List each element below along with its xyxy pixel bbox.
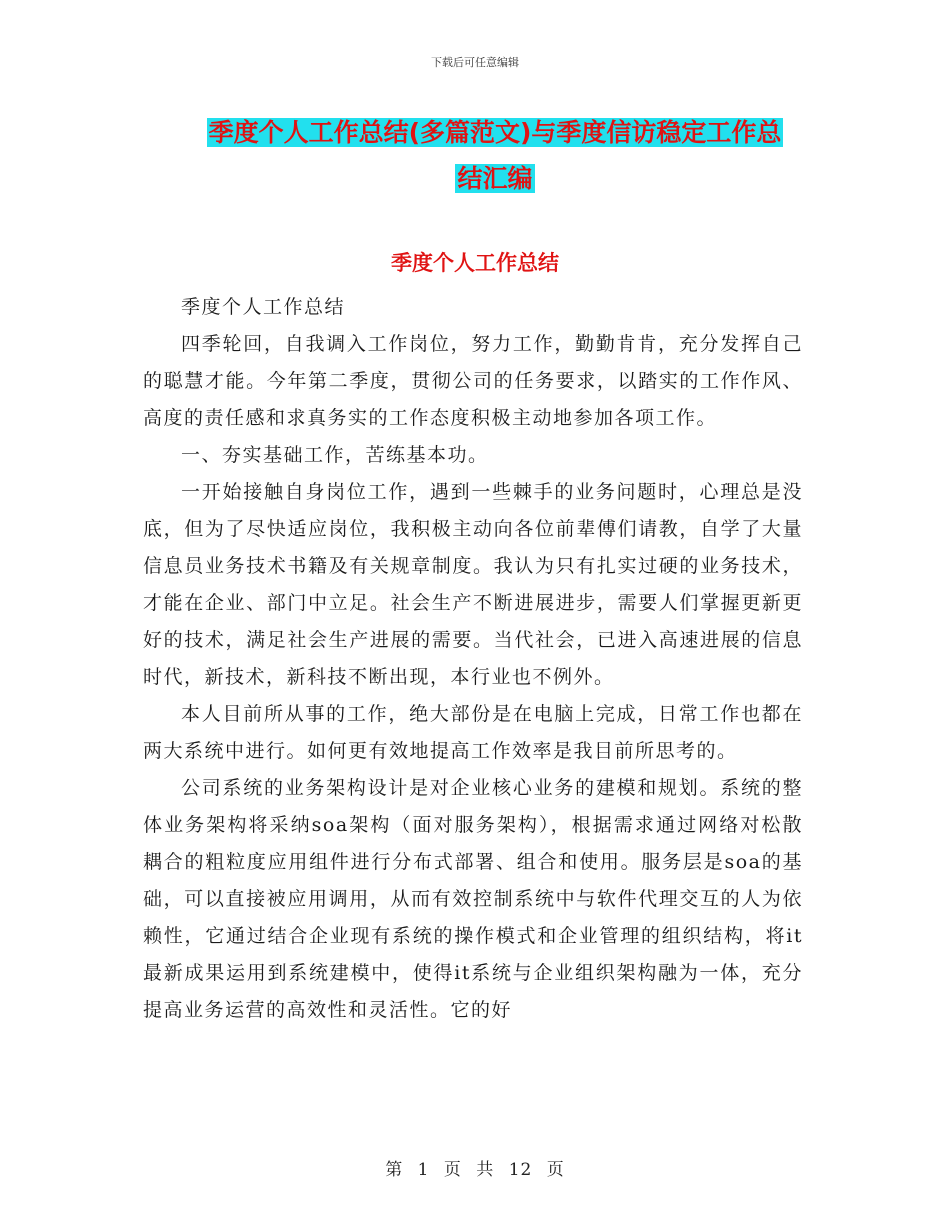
document-title-line-1: 季度个人工作总结(多篇范文)与季度信访稳定工作总 — [208, 118, 782, 147]
paragraph: 四季轮回，自我调入工作岗位，努力工作，勤勤肯肯，充分发挥自己的聪慧才能。今年第二季度，贯彻公司的任务要求，以踏实的工作作风、高度的责任感和求真务实的工作态度积极主动地参加各项工作。 — [143, 333, 803, 429]
paragraph: 一开始接触自身岗位工作，遇到一些棘手的业务问题时，心理总是没底，但为了尽快适应岗位，我积极主动向各位前辈傅们请教，自学了大量信息员业务技术书籍及有关规章制度。我认为只有扎实过硬的业务技术，才能在企业、部门中立足。社会生产不断进展进步，需要人们掌握更新更好的技术，满足社会生产进展的需要。当代社会，已进入高速进展的信息时代，新技术，新科技不断出现，本行业也不例外。 — [143, 481, 803, 688]
total-pages-number: 12 — [508, 1160, 533, 1180]
header-note: 下载后可任意编辑 — [431, 56, 519, 69]
paragraph: 本人目前所从事的工作，绝大部份是在电脑上完成，日常工作也都在两大系统中进行。如何更有效地提高工作效率是我目前所思考的。 — [143, 703, 803, 762]
paragraph: 季度个人工作总结 — [181, 296, 346, 318]
page-footer — [0, 1155, 950, 1180]
paragraph: 一、夯实基础工作，苦练基本功。 — [181, 444, 489, 466]
footer-total-label: 共 — [476, 1160, 495, 1180]
document-title — [150, 110, 840, 202]
document-title-line-2: 结汇编 — [457, 164, 533, 193]
footer-suffix: 页 — [546, 1160, 565, 1180]
section-title: 季度个人工作总结 — [391, 251, 559, 275]
footer-prefix: 第 — [385, 1160, 404, 1180]
document-body — [143, 289, 803, 1029]
footer-mid: 页 — [443, 1160, 462, 1180]
paragraph: 公司系统的业务架构设计是对企业核心业务的建模和规划。系统的整体业务架构将采纳soa架构（面对服务架构），根据需求通过网络对松散耦合的粗粒度应用组件进行分布式部署、组合和使用。服务层是soa的基础，可以直接被应用调用，从而有效控制系统中与软件代理交互的人为依赖性，它通过结合企业现有系统的操作模式和企业管理的组织结构，将it最新成果运用到系统建模中，使得it系统与企业组织架构融为一体，充分提高业务运营的高效性和灵活性。它的好 — [143, 777, 803, 1021]
current-page-number: 1 — [417, 1160, 430, 1180]
